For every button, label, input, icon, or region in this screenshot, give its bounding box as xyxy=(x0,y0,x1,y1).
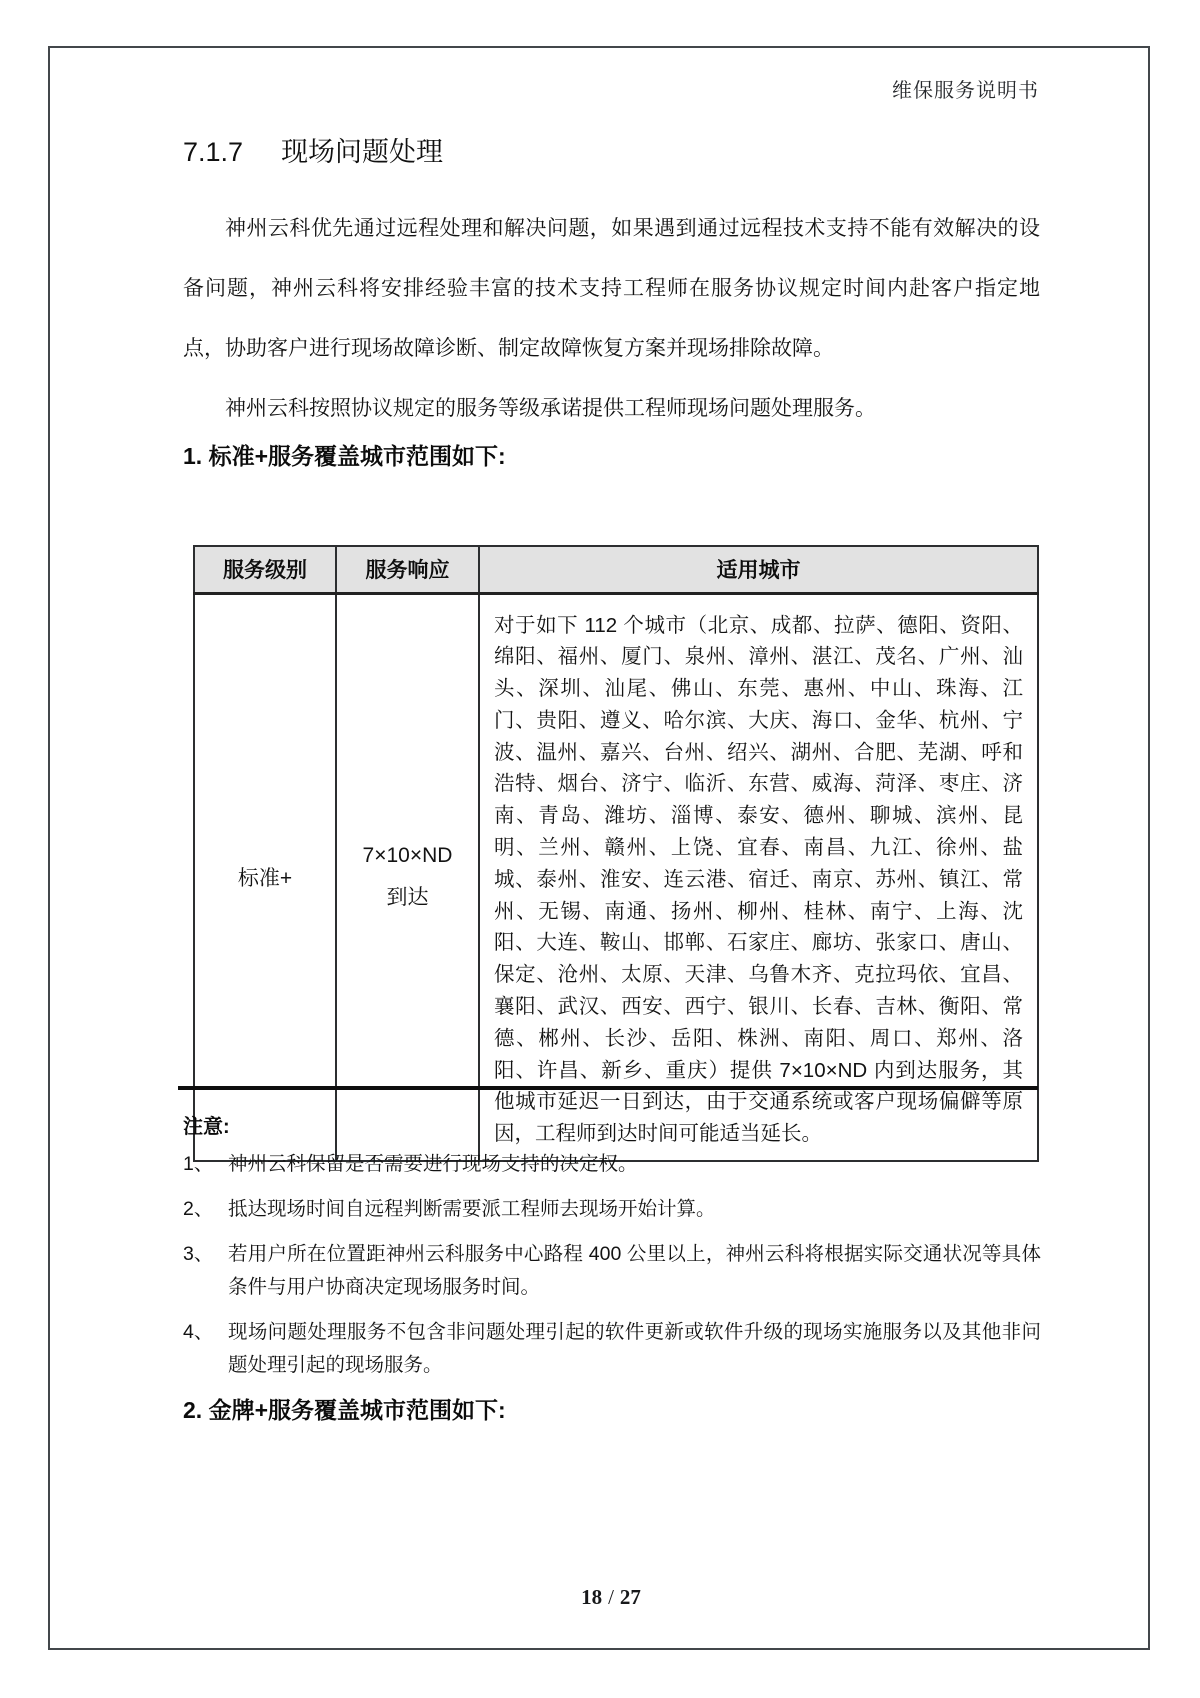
note-number: 2、 xyxy=(183,1198,214,1220)
service-response-line1: 7×10×ND xyxy=(362,844,453,868)
paragraph-remote-handling: 神州云科优先通过远程处理和解决问题，如果遇到通过远程技术支持不能有效解决的设备问题，神州云科将安排经验丰富的技术支持工程师在服务协议规定时间内赴客户指定地点，协助客户进行现场故障诊断、制定故障恢复方案并现场排除故障。 xyxy=(183,217,1040,360)
note-item xyxy=(183,1238,1041,1304)
service-response-line2: 到达 xyxy=(386,886,429,910)
list-heading-standard-plus: 1. 标准+服务覆盖城市范围如下: xyxy=(183,443,506,469)
list-heading-gold-plus: 2. 金牌+服务覆盖城市范围如下: xyxy=(183,1397,506,1423)
page-separator: / xyxy=(608,1585,614,1609)
note-number: 3、 xyxy=(183,1243,214,1265)
note-item xyxy=(183,1316,1041,1382)
total-pages: 27 xyxy=(619,1585,641,1609)
note-item xyxy=(183,1193,1041,1226)
note-number: 1、 xyxy=(183,1153,214,1175)
note-item xyxy=(183,1148,1041,1181)
current-page: 18 xyxy=(581,1585,603,1609)
note-text: 抵达现场时间自远程判断需要派工程师去现场开始计算。 xyxy=(228,1198,716,1220)
paragraph-service-level-commitment: 神州云科按照协议规定的服务等级承诺提供工程师现场问题处理服务。 xyxy=(225,397,876,420)
note-text: 若用户所在位置距神州云科服务中心路程 400 公里以上，神州云科将根据实际交通状况等具体条件与用户协商决定现场服务时间。 xyxy=(228,1243,1041,1298)
horizontal-rule xyxy=(178,1086,1038,1090)
section-heading xyxy=(183,130,443,169)
section-title: 现场问题处理 xyxy=(281,137,444,167)
note-text: 现场问题处理服务不包含非问题处理引起的软件更新或软件升级的现场实施服务以及其他非问题处理引起的现场服务。 xyxy=(228,1321,1041,1376)
column-header-service-level: 服务级别 xyxy=(194,546,336,593)
service-coverage-table xyxy=(193,545,1039,1162)
table-row xyxy=(194,593,1038,1161)
column-header-service-response: 服务响应 xyxy=(336,546,479,593)
section-number: 7.1.7 xyxy=(183,137,244,167)
notes-label: 注意: xyxy=(183,1116,230,1138)
cell-service-level: 标准+ xyxy=(194,593,336,1161)
page-number xyxy=(183,1585,1039,1610)
cell-applicable-cities: 对于如下 112 个城市（北京、成都、拉萨、德阳、资阳、绵阳、福州、厦门、泉州、漳州、湛江、茂名、广州、汕头、深圳、汕尾、佛山、东莞、惠州、中山、珠海、江门、贵阳、遵义、哈尔滨、大庆、海口、金华、杭州、宁波、温州、嘉兴、台州、绍兴、湖州、合肥、芜湖、呼和浩特、烟台、济宁、临沂、东营、威海、菏泽、枣庄、济南、青岛、潍坊、淄博、泰安、德州、聊城、滨州、昆明、兰州、赣州、上饶、宜春、南昌、九江、徐州、盐城、泰州、淮安、连云港、宿迁、南京、苏州、镇江、常州、无锡、南通、扬州、柳州、桂林、南宁、上海、沈阳、大连、鞍山、邯郸、石家庄、廊坊、张家口、唐山、保定、沧州、太原、天津、乌鲁木齐、克拉玛依、宜昌、襄阳、武汉、西安、西宁、银川、长春、吉林、衡阳、常德、郴州、长沙、岳阳、株洲、南阳、周口、郑州、洛阳、许昌、新乡、重庆）提供 7×10×ND 内到达服务，其他城市延迟一日到达，由于交通系统或客户现场偏僻等原因，工程师到达时间可能适当延长。 xyxy=(479,593,1038,1161)
notes-list xyxy=(183,1148,1041,1394)
cell-service-response xyxy=(336,593,479,1161)
table-header-row xyxy=(194,546,1038,593)
column-header-applicable-cities: 适用城市 xyxy=(479,546,1038,593)
document-header-title: 维保服务说明书 xyxy=(892,80,1039,102)
note-text: 神州云科保留是否需要进行现场支持的决定权。 xyxy=(228,1153,638,1175)
note-number: 4、 xyxy=(183,1321,214,1343)
